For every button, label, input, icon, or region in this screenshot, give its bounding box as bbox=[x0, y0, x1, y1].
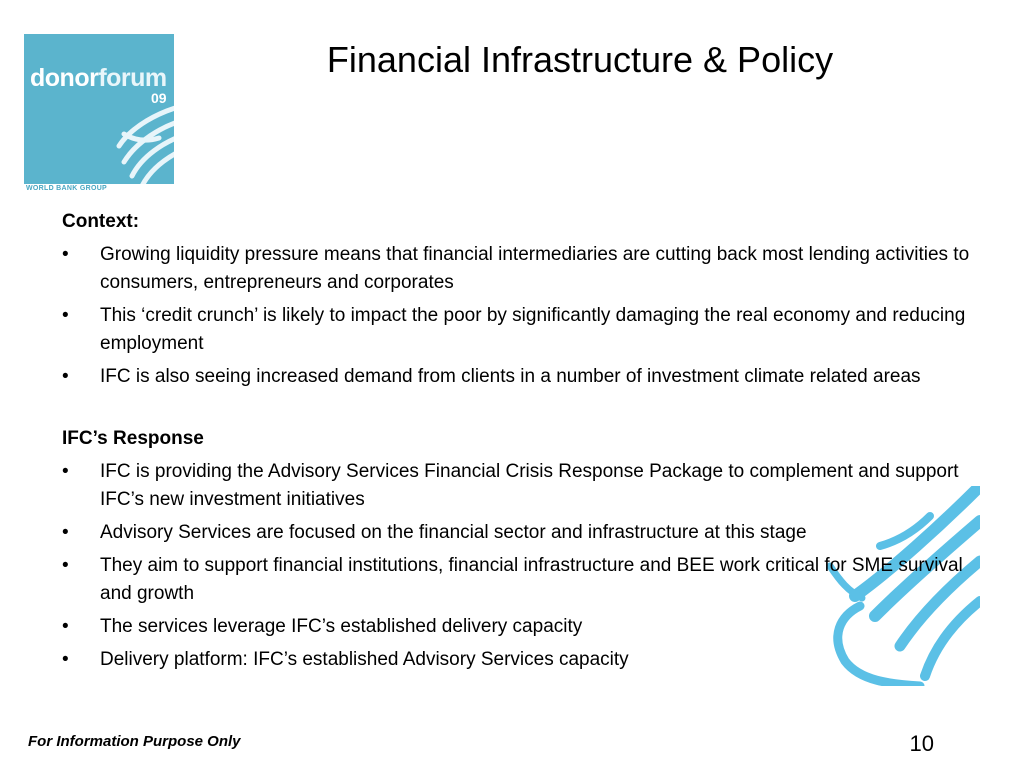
bullet-text: This ‘credit crunch’ is likely to impact the poor by significantly damaging the real economy and reducing employment bbox=[100, 305, 966, 354]
bullet-glyph: • bbox=[62, 461, 69, 482]
list-item bbox=[62, 241, 970, 297]
bullet-text: They aim to support financial institutions, financial infrastructure and BEE work critical for SME survival and growth bbox=[100, 555, 963, 604]
logo-year: 09 bbox=[151, 90, 167, 106]
list-item bbox=[62, 458, 970, 514]
slide-title: Financial Infrastructure & Policy bbox=[326, 39, 834, 80]
bullet-text: Advisory Services are focused on the financial sector and infrastructure at this stage bbox=[100, 522, 807, 543]
bullet-text: Growing liquidity pressure means that financial intermediaries are cutting back most lending activities to consumers, entrepreneurs and corporates bbox=[100, 244, 970, 293]
section-heading-context: Context: bbox=[62, 211, 140, 232]
logo-word-part1: donor bbox=[30, 64, 99, 92]
logo-organization: WORLD BANK GROUP bbox=[26, 185, 108, 192]
list-item bbox=[62, 646, 970, 674]
list-item bbox=[62, 363, 970, 391]
donorforum-logo bbox=[24, 34, 174, 184]
list-item bbox=[62, 552, 970, 608]
bullet-glyph: • bbox=[62, 616, 69, 637]
page-number: 10 bbox=[909, 731, 934, 756]
context-bullet-list bbox=[62, 241, 970, 391]
list-item bbox=[62, 302, 970, 358]
slide-content bbox=[62, 208, 970, 679]
bullet-glyph: • bbox=[62, 244, 69, 265]
bullet-glyph: • bbox=[62, 366, 69, 387]
logo-word-part2: forum bbox=[98, 64, 167, 92]
logo-wordmark bbox=[30, 66, 167, 91]
bullet-glyph: • bbox=[62, 649, 69, 670]
bullet-glyph: • bbox=[62, 555, 69, 576]
list-item bbox=[62, 613, 970, 641]
bullet-text: IFC is providing the Advisory Services Financial Crisis Response Package to complement and support IFC’s new investment initiatives bbox=[100, 461, 959, 510]
bullet-text: Delivery platform: IFC’s established Advisory Services capacity bbox=[100, 649, 629, 670]
list-item bbox=[62, 519, 970, 547]
bullet-text: The services leverage IFC’s established delivery capacity bbox=[100, 616, 583, 637]
bullet-glyph: • bbox=[62, 522, 69, 543]
bullet-text: IFC is also seeing increased demand from clients in a number of investment climate related areas bbox=[100, 366, 921, 387]
section-heading-response: IFC’s Response bbox=[62, 428, 204, 449]
hand-outline-icon bbox=[24, 34, 174, 184]
response-bullet-list bbox=[62, 458, 970, 674]
footer-disclaimer: For Information Purpose Only bbox=[28, 733, 241, 750]
bullet-glyph: • bbox=[62, 305, 69, 326]
